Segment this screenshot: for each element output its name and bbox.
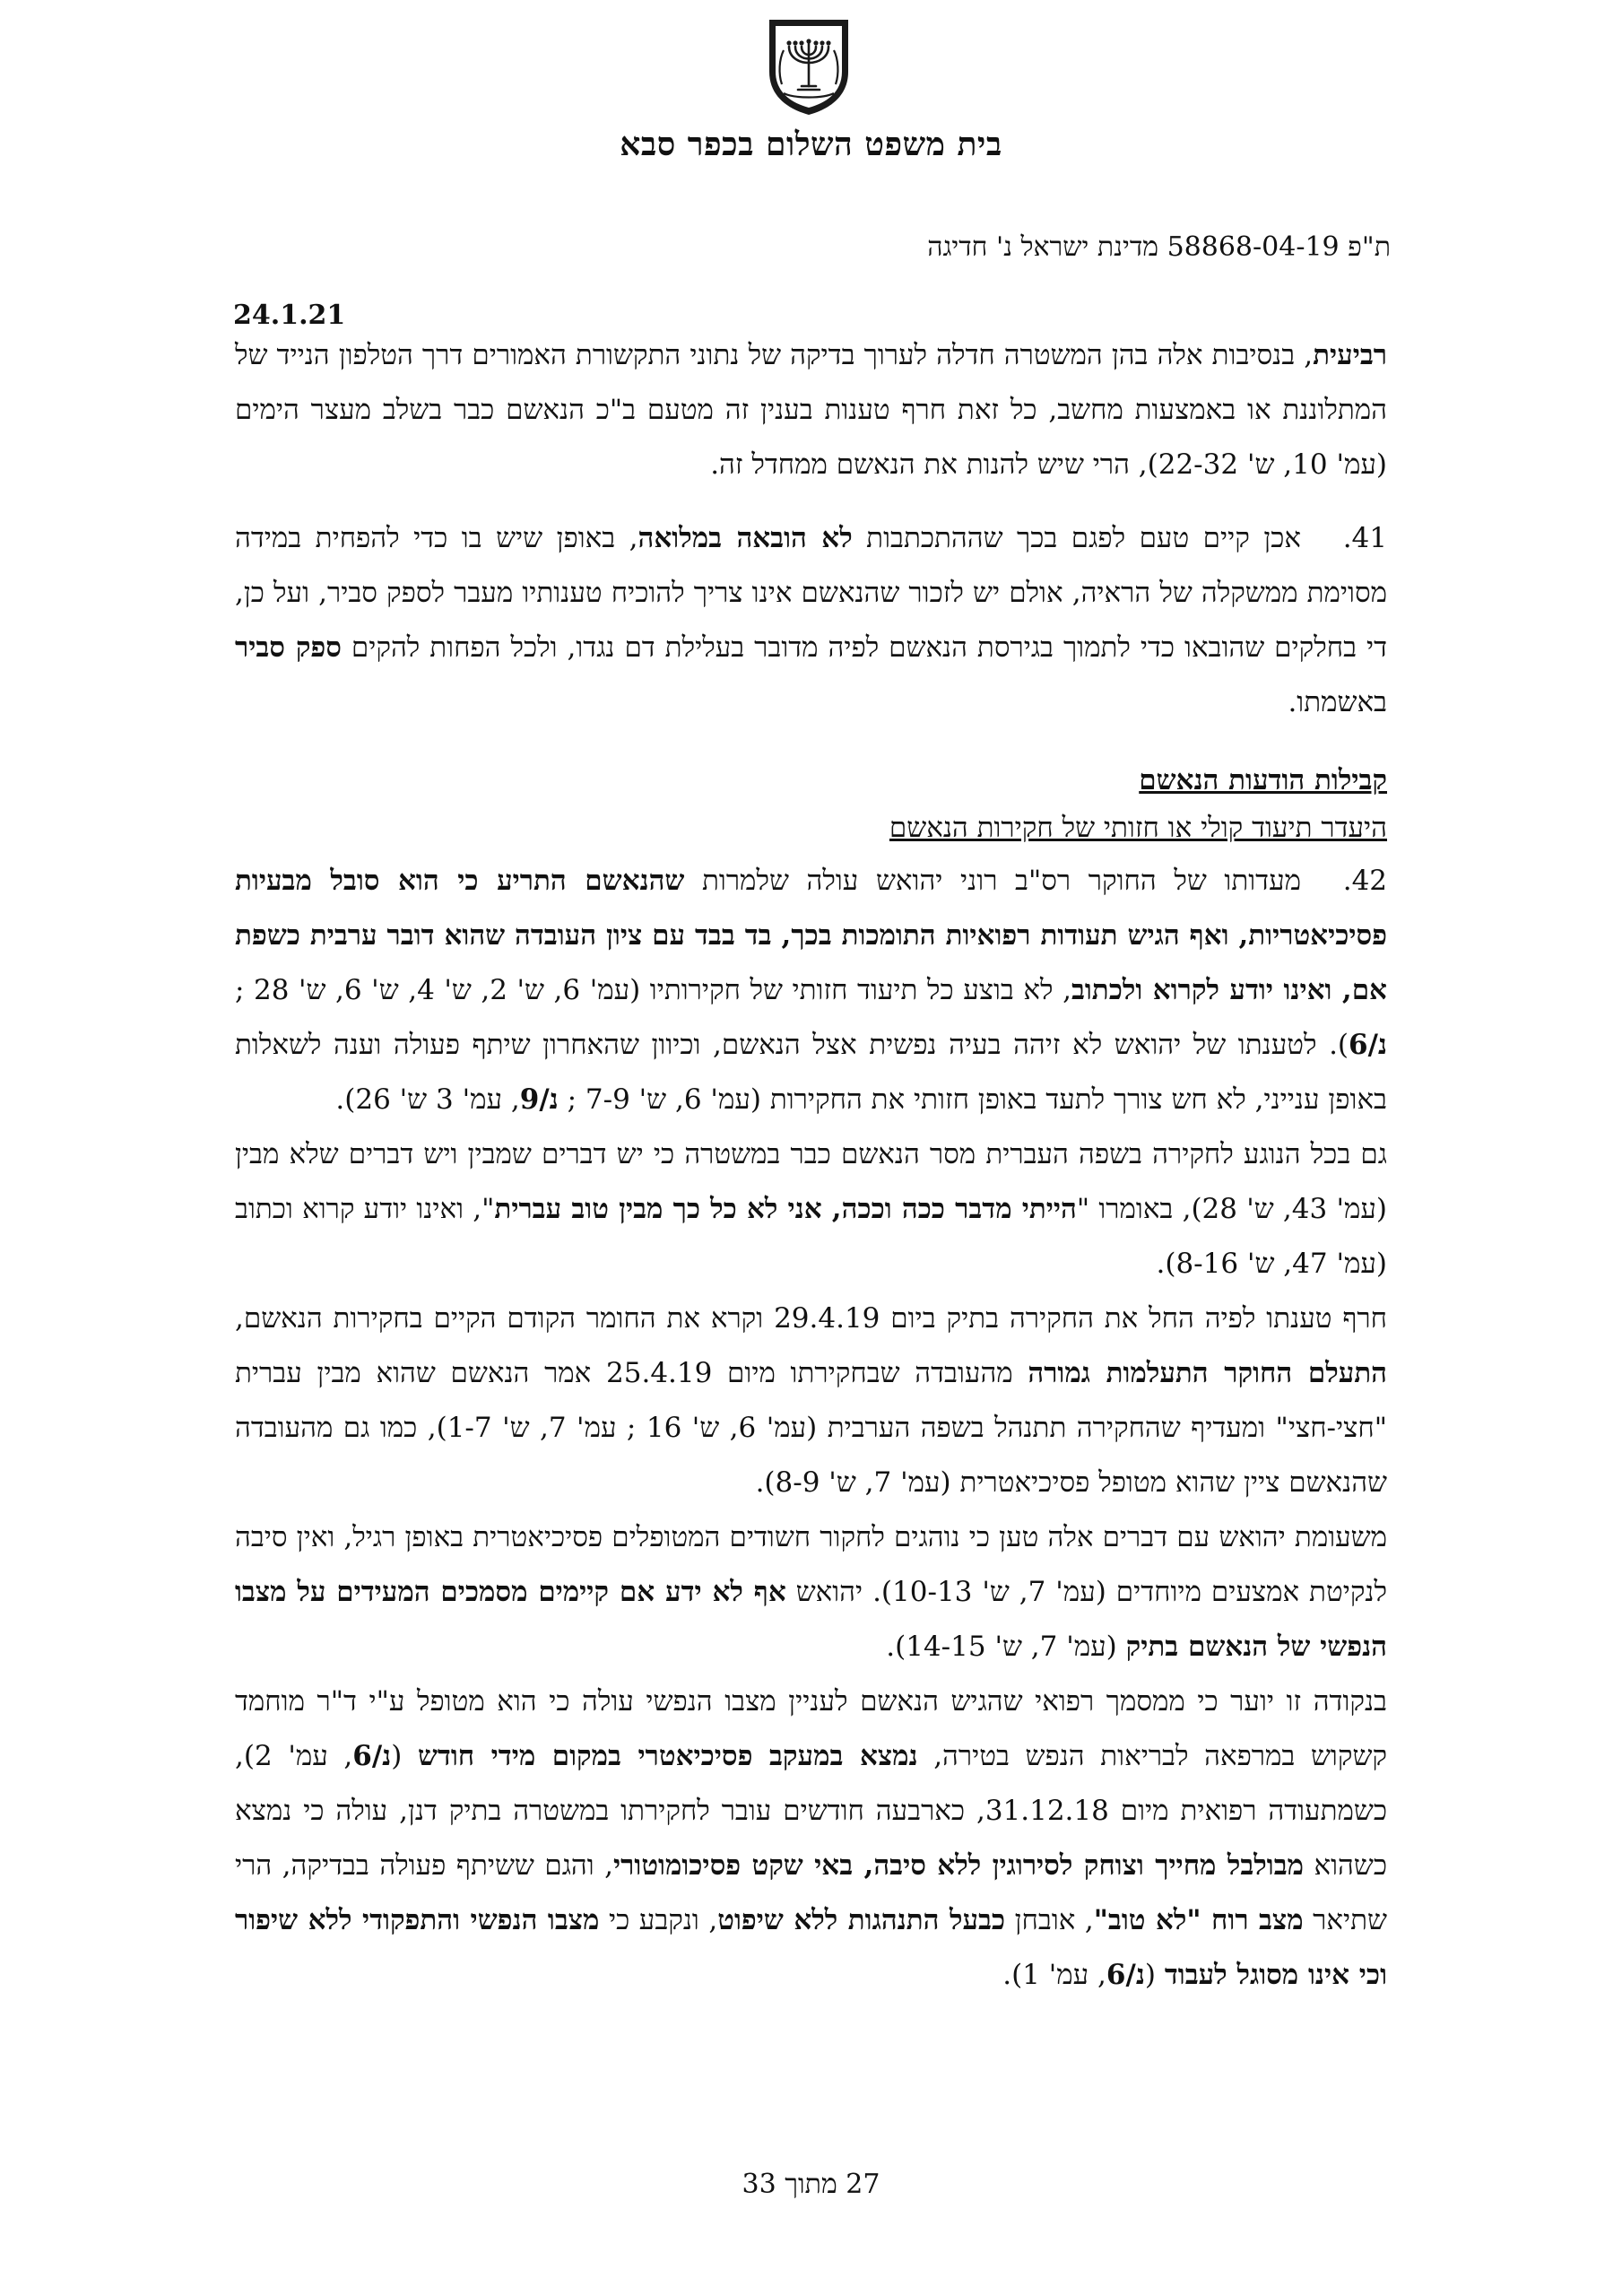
paragraph-text: , בנסיבות אלה בהן המשטרה חדלה לערוך בדיקה של נתוני התקשורת האמורים דרך הטלפון הנייד של המתלוננת או באמצעות מחשב, כל זאת חרף טענות בענין זה מטעם ב"כ הנאשם כבר בשלב מעצר הימים (עמ' 10, ש' 22-32), הרי שיש להנות את הנאשם ממחדל זה.	[235, 339, 1387, 481]
case-title: ת"פ 58868-04-19 מדינת ישראל נ' חדיגה	[927, 231, 1391, 263]
paragraph-42: 42.מעדותו של החוקר רס"ב רוני יהואש עולה שלמרות שהנאשם התריע כי הוא סובל מבעיות פסיכיאטריות, ואף הגיש תעודות רפואיות התומכות בכך, בד בבד עם ציון העובדה שהוא דובר ערבית כשפת אם, ואינו יודע לקרוא ולכתוב, לא בוצע כל תיעוד חזותי של חקירותיו (עמ' 6, ש' 2, ש' 4, ש' 6, ש' 28 ; נ/6). לטענתו של יהואש לא זיהה בעיה נפשית אצל הנאשם, וכיוון שהאחרון שיתף פעולה וענה לשאלות באופן ענייני, לא חש צורך לתעד באופן חזותי את החקירות (עמ' 6, ש' 7-9 ; נ/9, עמ' 3 ש' 26). גם בכל הנוגע לחקירה בשפה העברית מסר הנאשם כבר במשטרה כי יש דברים שמבין ויש דברים שלא מבין (עמ' 43, ש' 28), באומרו "הייתי מדבר ככה וככה, אני לא כל כך מבין טוב עברית", ואינו יודע קרוא וכתוב (עמ' 47, ש' 8-16). חרף טענתו לפיה החל את החקירה בתיק ביום 29.4.19 וקרא את החומר הקודם הקיים בחקירות הנאשם, התעלם החוקר התעלמות גמורה מהעובדה שבחקירתו מיום 25.4.19 אמר הנאשם שהוא מבין עברית "חצי-חצי" ומעדיף שהחקירה תתנהל בשפה הערבית (עמ' 6, ש' 16 ; עמ' 7, ש' 1-7), כמו גם מהעובדה שהנאשם ציין שהוא מטופל פסיכיאטרית (עמ' 7, ש' 8-9). משעומת יהואש עם דברים אלה טען כי נוהגים לחקור חשודים המטופלים פסיכיאטרית באופן רגיל, ואין סיבה לנקיטת אמצעים מיוחדים (עמ' 7, ש' 10-13). יהואש אף לא ידע אם קיימים מסמכים המעידים על מצבו הנפשי של הנאשם בתיק (עמ' 7, ש' 14-15). בנקודה זו יוער כי ממסמך רפואי שהגיש הנאשם לעניין מצבו הנפשי עולה כי הוא מטופל ע"י ד"ר מוחמד קשקוש במרפאה לבריאות הנפש בטירה, נמצא במעקב פסיכיאטרי במקום מידי חודש (נ/6, עמ' 2), כשמתעודה רפואית מיום 31.12.18, כארבעה חודשים עובר לחקירתו במשטרה בתיק דנן, עולה כי נמצא כשהוא מבולבל מחייך וצוחק לסירוגין ללא סיבה, באי שקט פסיכומוטורי, והגם ששיתף פעולה בבדיקה, הרי שתיאר מצב רוח "לא טוב", אובחן כבעל התנהגות ללא שיפוט, ונקבע כי מצבו הנפשי והתפקודי ללא שיפור וכי אינו מסוגל לעבוד (נ/6, עמ' 1).	[235, 854, 1387, 2003]
paragraph-42-earlier-interrogation: חרף טענתו לפיה החל את החקירה בתיק ביום 29.4.19 וקרא את החומר הקודם הקיים בחקירות הנאשם, התעלם החוקר התעלמות גמורה מהעובדה שבחקירתו מיום 25.4.19 אמר הנאשם שהוא מבין עברית "חצי-חצי" ומעדיף שהחקירה תתנהל בשפה הערבית (עמ' 6, ש' 16 ; עמ' 7, ש' 1-7), כמו גם מהעובדה שהנאשם ציין שהוא מטופל פסיכיאטרית (עמ' 7, ש' 8-9).	[235, 1302, 1387, 1499]
paragraph-41: 41.אכן קיים טעם לפגם בכך שההתכתבות לא הובאה במלואה, באופן שיש בו כדי להפחית במידה מסוימת ממשקלה של הראיה, אולם יש לזכור שהנאשם אינו צריך להוכיח טענותיו מעבר לספק סביר, ועל כן, די בחלקים שהובאו כדי לתמוך בגירסת הנאשם לפיה מדובר בעלילת דם נגדו, ולכל הפחות להקים ספק סביר באשמתו.	[235, 511, 1387, 730]
court-name: בית משפט השלום בכפר סבא	[620, 126, 1002, 163]
paragraph-lead: רביעית	[1313, 339, 1387, 371]
state-emblem-icon	[766, 16, 852, 117]
paragraph-42-language: גם בכל הנוגע לחקירה בשפה העברית מסר הנאשם כבר במשטרה כי יש דברים שמבין ויש דברים שלא מבין (עמ' 43, ש' 28), באומרו "הייתי מדבר ככה וככה, אני לא כל כך מבין טוב עברית", ואינו יודע קרוא וכתוב (עמ' 47, ש' 8-16).	[235, 1138, 1387, 1280]
paragraph-42-confrontation: משעומת יהואש עם דברים אלה טען כי נוהגים לחקור חשודים המטופלים פסיכיאטרית באופן רגיל, ואין סיבה לנקיטת אמצעים מיוחדים (עמ' 7, ש' 10-13). יהואש אף לא ידע אם קיימים מסמכים המעידים על מצבו הנפשי של הנאשם בתיק (עמ' 7, ש' 14-15).	[235, 1521, 1387, 1663]
document-date: 24.1.21	[233, 300, 346, 331]
paragraph-number: 42.	[1342, 865, 1388, 897]
section-subheading: היעדר תיעוד קולי או חזותי של חקירות הנאשם	[889, 812, 1387, 844]
section-heading: קבילות הודעות הנאשם	[1139, 764, 1387, 796]
paragraph-number: 41.	[1342, 522, 1387, 554]
paragraph-42-medical: בנקודה זו יוער כי ממסמך רפואי שהגיש הנאשם לעניין מצבו הנפשי עולה כי הוא מטופל ע"י ד"ר מוחמד קשקוש במרפאה לבריאות הנפש בטירה, נמצא במעקב פסיכיאטרי במקום מידי חודש (נ/6, עמ' 2), כשמתעודה רפואית מיום 31.12.18, כארבעה חודשים עובר לחקירתו במשטרה בתיק דנן, עולה כי נמצא כשהוא מבולבל מחייך וצוחק לסירוגין ללא סיבה, באי שקט פסיכומוטורי, והגם ששיתף פעולה בבדיקה, הרי שתיאר מצב רוח "לא טוב", אובחן כבעל התנהגות ללא שיפוט, ונקבע כי מצבו הנפשי והתפקודי ללא שיפור וכי אינו מסוגל לעבוד (נ/6, עמ' 1).	[235, 1685, 1387, 1991]
paragraph-fourth	[235, 328, 1387, 492]
page-number: 27 מתוך 33	[742, 2169, 880, 2200]
